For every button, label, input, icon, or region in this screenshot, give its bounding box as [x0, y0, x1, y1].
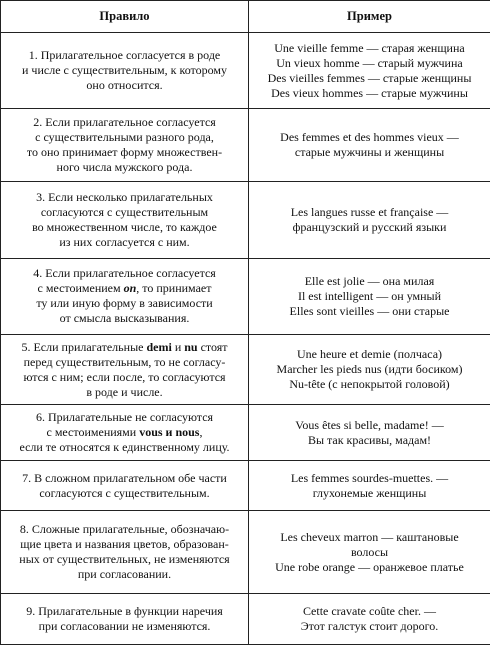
rule-text: ,: [199, 425, 203, 440]
rule-text: 3. Если несколько прилагательных: [36, 190, 213, 205]
rule-line: [7, 266, 242, 281]
example-cell: [249, 109, 490, 182]
rule-line: [7, 115, 242, 130]
rule-line: [7, 160, 242, 175]
rule-cell: [1, 461, 249, 511]
rule-text: и: [171, 339, 185, 354]
rule-text: оно относится.: [86, 78, 163, 93]
header-rule: Правило: [1, 1, 249, 33]
rule-text: согласуются с существительным: [40, 205, 209, 220]
example-line: глухонемые женщины: [312, 485, 427, 500]
example-cell: [249, 258, 490, 334]
table-row: [1, 258, 490, 334]
rule-text: 2. Если прилагательное согласуется: [33, 115, 216, 130]
rule-text: при согласовании.: [77, 567, 172, 582]
rule-text: 4. Если прилагательное согласуется: [33, 266, 216, 281]
rule-line: [7, 235, 242, 250]
rule-line: [7, 486, 242, 501]
rule-text: то оно принимает форму множествен-: [26, 145, 223, 160]
rule-text: ных от существительных, не изменяются: [19, 552, 230, 567]
table-row: [1, 511, 490, 593]
rule-cell: [1, 33, 249, 109]
rule-line: [7, 190, 242, 205]
rule-line: [7, 385, 242, 400]
rule-text: ту или иную форму в зависимости: [36, 296, 213, 311]
rule-cell: [1, 593, 249, 644]
example-line: волосы: [350, 544, 389, 559]
rule-text: в роде и числе.: [86, 384, 163, 399]
example-line: Vous êtes si belle, madame! —: [295, 417, 444, 432]
rule-line: [7, 370, 242, 385]
rule-line: [7, 537, 242, 552]
rule-text: согласуются с существительным.: [39, 485, 210, 500]
rule-text: щие цвета и названия цветов, образован-: [20, 537, 229, 552]
rule-line: [7, 619, 242, 634]
rule-line: [7, 281, 242, 296]
rule-text: с местоимениями: [46, 425, 140, 440]
rule-line: [7, 63, 242, 78]
rule-cell: [1, 511, 249, 593]
rule-emphasis: vous и nous: [139, 425, 200, 440]
rule-line: [7, 48, 242, 63]
rule-line: [7, 220, 242, 235]
example-cell: [249, 593, 490, 644]
table-row: [1, 461, 490, 511]
example-line: Cette cravate coûte cher. —: [303, 603, 436, 618]
example-line: Marcher les pieds nus (идти босиком): [276, 362, 463, 377]
rule-text: с местоимением: [37, 281, 124, 296]
rule-line: [7, 567, 242, 582]
example-cell: [249, 334, 490, 404]
rule-cell: [1, 334, 249, 404]
table-row: [1, 33, 490, 109]
example-line: Des vieux hommes — старые мужчины: [271, 85, 468, 100]
rule-line: [7, 78, 242, 93]
rule-text: перед существительным, то не согласу-: [23, 354, 226, 369]
example-line: Une vieille femme — старая женщина: [274, 40, 465, 55]
rule-line: [7, 410, 242, 425]
rule-text: 1. Прилагательное согласуется в роде: [28, 48, 221, 63]
rule-text: при согласовании не изменяются.: [38, 618, 211, 633]
example-cell: [249, 405, 490, 461]
example-cell: [249, 182, 490, 258]
rule-text: с существительными разного рода,: [35, 130, 214, 145]
rule-text: стоят: [197, 339, 228, 354]
example-line: Les langues russe et française —: [290, 205, 449, 220]
example-line: Les cheveux marron — каштановые: [280, 529, 459, 544]
example-line: Этот галстук стоит дорого.: [300, 618, 439, 633]
rule-emphasis: nu: [184, 339, 198, 354]
rule-line: [7, 471, 242, 486]
example-cell: [249, 511, 490, 593]
example-line: Un vieux homme — старый мужчина: [276, 55, 463, 70]
rule-line: [7, 311, 242, 326]
rule-text: и числе с существительным, к которому: [22, 63, 227, 78]
table-row: [1, 593, 490, 644]
rule-line: [7, 425, 242, 440]
rule-line: [7, 440, 242, 455]
rule-text: 6. Прилагательные не согласуются: [35, 410, 214, 425]
rule-line: [7, 522, 242, 537]
example-line: Les femmes sourdes-muettes. —: [290, 470, 449, 485]
table-row: [1, 182, 490, 258]
example-line: французский и русский языки: [292, 220, 447, 235]
rule-text: 9. Прилагательные в функции наречия: [26, 603, 223, 618]
example-line: Elles sont vieilles — они старые: [289, 303, 450, 318]
example-line: Il est intelligent — он умный: [297, 288, 442, 303]
example-cell: [249, 33, 490, 109]
table-row: [1, 405, 490, 461]
rule-line: [7, 340, 242, 355]
rule-line: [7, 552, 242, 567]
rule-cell: [1, 258, 249, 334]
rule-text: из них согласуется с ним.: [59, 235, 190, 250]
example-cell: [249, 461, 490, 511]
rule-line: [7, 604, 242, 619]
example-line: Une heure et demie (полчаса): [296, 347, 443, 362]
example-line: старые мужчины и женщины: [294, 145, 445, 160]
example-line: Nu-tête (с непокрытой головой): [289, 377, 450, 392]
rule-cell: [1, 182, 249, 258]
example-line: Des femmes et des hommes vieux —: [280, 130, 459, 145]
header-example: Пример: [249, 1, 490, 33]
example-line: Вы так красивы, мадам!: [307, 432, 432, 447]
example-line: Une robe orange — оранжевое платье: [275, 559, 464, 574]
rule-cell: [1, 405, 249, 461]
header-row: [1, 1, 490, 33]
example-line: Elle est jolie — она милая: [304, 273, 435, 288]
rule-line: [7, 145, 242, 160]
rule-text: от смысла высказывания.: [59, 311, 190, 326]
rule-line: [7, 355, 242, 370]
table-row: [1, 109, 490, 182]
rule-cell: [1, 109, 249, 182]
example-line: Des vieilles femmes — старые женщины: [267, 70, 472, 85]
table-row: [1, 334, 490, 404]
rule-emphasis: on: [123, 281, 137, 296]
rule-text: 7. В сложном прилагательном обе части: [22, 470, 227, 485]
rule-text: во множественном числе, то каждое: [32, 220, 217, 235]
rule-line: [7, 130, 242, 145]
rules-body: [1, 33, 490, 645]
rule-emphasis: demi: [146, 339, 172, 354]
rule-line: [7, 296, 242, 311]
rule-text: 8. Сложные прилагательные, обозначаю-: [19, 522, 230, 537]
rule-text: , то принимает: [136, 281, 212, 296]
rule-text: 5. Если прилагательные: [21, 339, 147, 354]
rule-line: [7, 205, 242, 220]
rule-text: ного числа мужского рода.: [56, 160, 193, 175]
rule-text: если те относятся к единственному лицу.: [19, 440, 230, 455]
rule-text: ются с ним; если после, то согласуются: [23, 369, 226, 384]
